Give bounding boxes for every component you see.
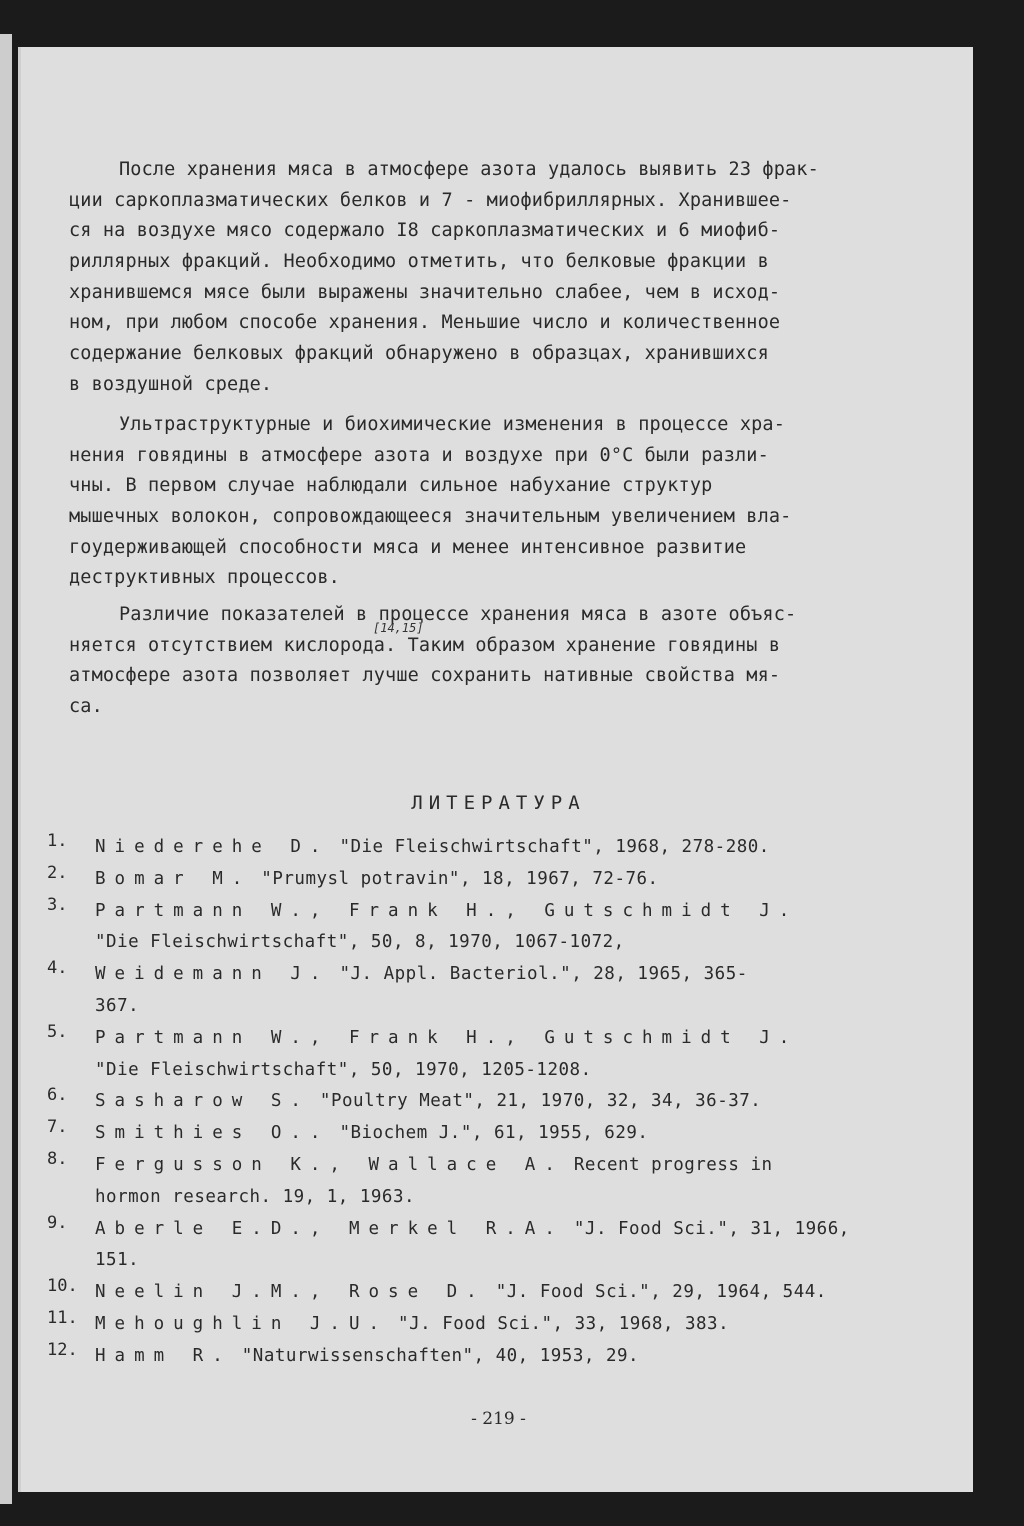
reference-line (47, 896, 927, 928)
paragraph-2 (69, 410, 914, 594)
reference-line (47, 959, 927, 991)
reference-continuation: "Die Fleischwirtschaft", 50, 8, 1970, 1067-1072, (95, 932, 625, 953)
reference-line (47, 864, 927, 896)
reference-item (47, 1214, 927, 1278)
reference-number: 4. (47, 958, 68, 979)
reference-number: 5. (47, 1021, 68, 1042)
reference-source: "Die Fleischwirtschaft", 1968, 278-280. (339, 837, 770, 857)
reference-item (47, 1309, 927, 1341)
reference-item (47, 1086, 927, 1118)
page-number: - 219 - (471, 1409, 526, 1429)
reference-author: Smithies O.. (95, 1123, 330, 1144)
reference-item (47, 1341, 927, 1373)
reference-item (47, 1118, 927, 1150)
reference-author: Sasharow S. (95, 1091, 310, 1112)
text-line: ся на воздухе мясо содержало I8 саркоплазматических и 6 миофиб- (69, 220, 781, 242)
reference-line (47, 832, 927, 864)
reference-source: "Naturwissenschaften", 40, 1953, 29. (241, 1345, 640, 1366)
reference-item (47, 1150, 927, 1214)
reference-number: 11. (47, 1307, 78, 1328)
reference-number: 9. (47, 1212, 68, 1233)
text-line: мышечных волокон, сопровождающееся значительным увеличением вла- (69, 506, 792, 528)
paragraph-1 (69, 155, 914, 401)
handwritten-citation: [14,15] (373, 621, 424, 635)
reference-continuation: 367. (95, 995, 140, 1016)
reference-continuation: "Die Fleischwirtschaft", 50, 1970, 1205-1208. (95, 1059, 592, 1080)
reference-author: Aberle E.D., Merkel R.A. (95, 1218, 564, 1239)
reference-author: Hamm R. (95, 1345, 232, 1366)
reference-line (47, 1118, 927, 1150)
reference-item (47, 864, 927, 896)
paragraph-3 (69, 600, 914, 723)
text-line: содержание белковых фракций обнаружено в образцах, хранившихся (69, 343, 769, 365)
reference-number: 1. (47, 831, 68, 851)
text-line: риллярных фракций. Необходимо отметить, что белковые фракции в (69, 251, 769, 273)
reference-line (47, 1214, 927, 1246)
reference-source: Recent progress in (573, 1154, 773, 1175)
reference-source: "Biochem J.", 61, 1955, 629. (339, 1123, 649, 1144)
reference-author: Weidemann J. (95, 964, 330, 985)
reference-author: Bomar M. (95, 868, 252, 889)
reference-number: 2. (47, 862, 68, 883)
text-line: чны. В первом случае наблюдали сильное набухание структур (69, 475, 713, 497)
reference-number: 3. (47, 894, 68, 915)
reference-list (47, 832, 927, 1373)
text-line: деструктивных процессов. (69, 567, 340, 589)
text-line: атмосфере азота позволяет лучше сохранить нативные свойства мя- (69, 665, 781, 687)
text-line: нения говядины в атмосфере азота и воздухе при 0°C были разли- (69, 444, 769, 466)
text-line: ном, при любом способе хранения. Меньшие число и количественное (69, 312, 781, 334)
reference-item (47, 959, 927, 1023)
reference-source: "J. Food Sci.", 29, 1964, 544. (495, 1282, 827, 1303)
text-line: са. (69, 696, 103, 718)
reference-item (47, 832, 927, 864)
reference-author: Neelin J.M., Rose D. (95, 1282, 486, 1303)
reference-line (47, 1277, 927, 1309)
text-line: няется отсутствием кислорода. Таким образом хранение говядины в (69, 634, 781, 656)
reference-number: 8. (47, 1148, 68, 1169)
text-line: После хранения мяса в атмосфере азота удалось выявить 23 фрак- (119, 159, 819, 180)
text-line: ции саркоплазматических белков и 7 - миофибриллярных. Хранившее- (69, 189, 792, 211)
reference-number: 6. (47, 1085, 68, 1106)
text-line: хранившемся мясе были выражены значительно слабее, чем в исход- (69, 281, 781, 303)
reference-continuation: 151. (95, 1250, 140, 1271)
reference-line (47, 1341, 927, 1373)
reference-item (47, 896, 927, 960)
reference-source: "Prumysl potravin", 18, 1967, 72-76. (261, 868, 659, 889)
reference-source: "J. Food Sci.", 33, 1968, 383. (398, 1313, 730, 1334)
text-line: Различие показателей в процессе хранения мяса в азоте объяс- (119, 604, 797, 625)
reference-author: Fergusson K., Wallace A. (95, 1154, 564, 1175)
reference-continuation: hormon research. 19, 1, 1963. (95, 1186, 416, 1207)
references-heading: ЛИТЕРАТУРА (411, 792, 586, 814)
reference-line (47, 1023, 927, 1055)
reference-line (47, 1086, 927, 1118)
reference-author: Mehoughlin J.U. (95, 1313, 389, 1334)
reference-line (47, 1150, 927, 1182)
reference-item (47, 1277, 927, 1309)
reference-line (47, 1309, 927, 1341)
reference-source: "J. Food Sci.", 31, 1966, (573, 1218, 850, 1239)
reference-author: Partmann W., Frank H., Gutschmidt J. (95, 1027, 799, 1048)
reference-item (47, 1023, 927, 1087)
reference-source: "Poultry Meat", 21, 1970, 32, 34, 36-37. (319, 1091, 762, 1112)
text-line: Ультраструктурные и биохимические изменения в процессе хра- (119, 414, 785, 435)
text-line: в воздушной среде. (69, 373, 273, 395)
reference-number: 12. (47, 1339, 78, 1360)
reference-source: "J. Appl. Bacteriol.", 28, 1965, 365- (339, 964, 748, 985)
reference-number: 7. (47, 1117, 68, 1138)
reference-author: Partmann W., Frank H., Gutschmidt J. (95, 900, 799, 921)
text-line: гоудерживающей способности мяса и менее интенсивное развитие (69, 536, 747, 558)
reference-number: 10. (47, 1276, 78, 1297)
reference-author: Niederehe D. (95, 837, 330, 857)
document-page (18, 47, 973, 1492)
adjacent-page-edge (0, 34, 12, 1504)
